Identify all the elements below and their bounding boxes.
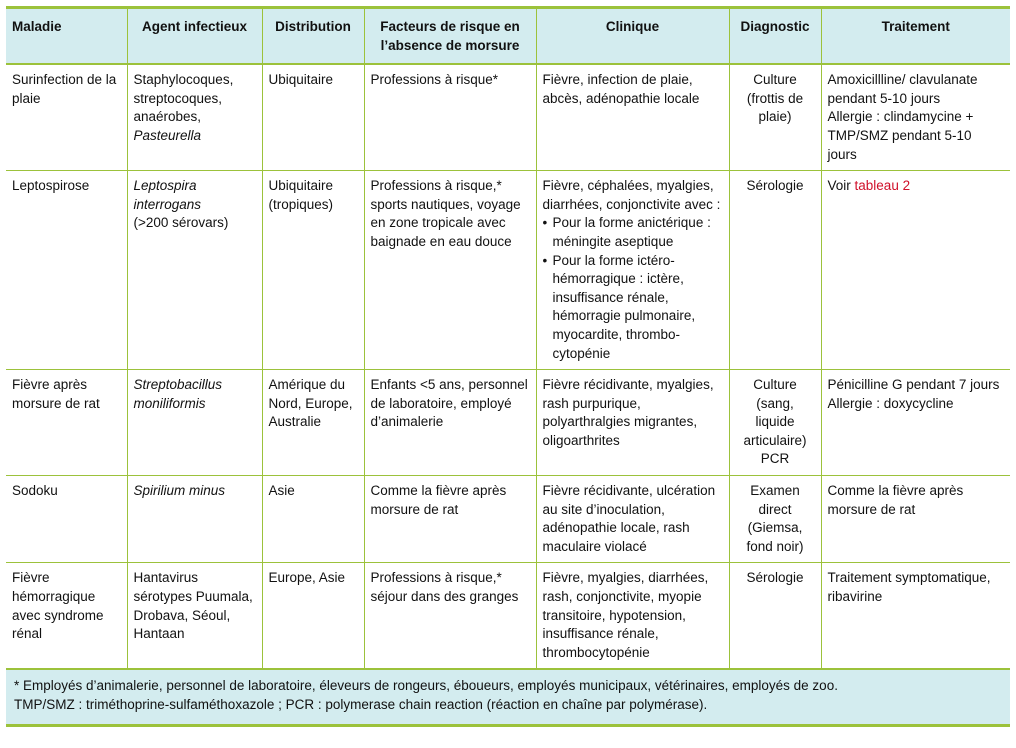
cell-clinique — [536, 171, 729, 370]
footnote-line-2: TMP/SMZ : triméthoprine-sulfaméthoxazole ; PCR : polymerase chain reaction (réaction en chaîne par polymérase). — [14, 697, 708, 713]
cell-diagnostic: Culture (frottis de plaie) — [729, 64, 821, 170]
cell-maladie: Fièvre hémorragique avec syndrome rénal — [6, 563, 127, 669]
col-header-traitement: Traitement — [821, 9, 1010, 64]
traitement-line: Pénicilline G pendant 7 jours — [827, 377, 1000, 393]
cell-maladie: Leptospirose — [6, 171, 127, 370]
cell-agent — [127, 171, 262, 370]
cell-clinique: Fièvre récidivante, ulcération au site d’inoculation, adénopathie locale, rash maculaire violacé — [536, 476, 729, 563]
cell-facteurs: Enfants <5 ans, personnel de laboratoire, employé d’animalerie — [364, 370, 536, 476]
cell-maladie: Surinfection de la plaie — [6, 64, 127, 170]
cell-maladie: Fièvre après morsure de rat — [6, 370, 127, 476]
agent-italic: Pasteurella — [133, 127, 202, 143]
list-item: • Pour la forme anictérique : méningite aseptique — [543, 214, 723, 251]
cell-facteurs: Professions à risque* — [364, 64, 536, 170]
list-item: • Pour la forme ictéro-hémorragique : ictère, insuffisance rénale, hémorragie pulmonaire, myocardite, thrombo-cytopénie — [543, 252, 723, 364]
cell-agent — [127, 64, 262, 170]
table-row — [6, 563, 1010, 669]
cell-clinique: Fièvre, myalgies, diarrhées, rash, conjonctivite, myopie transitoire, hypotension, insuffisance rénale, thrombocytopénie — [536, 563, 729, 669]
col-header-diagnostic: Diagnostic — [729, 9, 821, 64]
cell-clinique: Fièvre, infection de plaie, abcès, adénopathie locale — [536, 64, 729, 170]
cell-clinique: Fièvre récidivante, myalgies, rash purpurique, polyarthralgies migrantes, oligoarthrites — [536, 370, 729, 476]
agent-text: (>200 sérovars) — [133, 215, 229, 231]
cell-facteurs: Professions à risque,* sports nautiques, voyage en zone tropicale avec baignade en eau douce — [364, 171, 536, 370]
zoonoses-table — [6, 9, 1010, 670]
cell-distribution: Ubiquitaire (tropiques) — [262, 171, 364, 370]
table-row — [6, 476, 1010, 563]
cell-traitement — [821, 171, 1010, 370]
cell-facteurs: Professions à risque,* séjour dans des granges — [364, 563, 536, 669]
cell-traitement: Traitement symptomatique, ribavirine — [821, 563, 1010, 669]
clinique-intro: Fièvre, céphalées, myalgies, diarrhées, conjonctivite avec : — [542, 178, 721, 212]
cell-distribution: Ubiquitaire — [262, 64, 364, 170]
col-header-maladie: Maladie — [6, 9, 127, 64]
traitement-allergie: Allergie : doxycycline — [827, 395, 954, 411]
table-row — [6, 370, 1010, 476]
table-row — [6, 171, 1010, 370]
table-footnote — [6, 670, 1010, 727]
agent-italic: Leptospira interrogans — [133, 178, 202, 212]
cell-agent: Hantavirus sérotypes Puumala, Drobava, Séoul, Hantaan — [127, 563, 262, 669]
cell-agent: Spirilium minus — [127, 476, 262, 563]
cell-distribution: Europe, Asie — [262, 563, 364, 669]
cell-diagnostic: Sérologie — [729, 171, 821, 370]
col-header-clinique: Clinique — [536, 9, 729, 64]
footnote-line-1: * Employés d’animalerie, personnel de laboratoire, éleveurs de rongeurs, éboueurs, employés municipaux, vétérinaires, employés de zoo. — [14, 678, 838, 694]
cell-distribution: Amérique du Nord, Europe, Australie — [262, 370, 364, 476]
traitement-allergie: Allergie : clindamycine + TMP/SMZ pendant 5-10 jours — [827, 109, 974, 162]
tableau-2-link[interactable]: tableau 2 — [854, 178, 911, 194]
traitement-prefix: Voir — [827, 178, 851, 194]
cell-diagnostic: Examen direct (Giemsa, fond noir) — [729, 476, 821, 563]
table-row — [6, 64, 1010, 170]
col-header-agent: Agent infectieux — [127, 9, 262, 64]
cell-traitement: Comme la fièvre après morsure de rat — [821, 476, 1010, 563]
cell-traitement — [821, 64, 1010, 170]
cell-distribution: Asie — [262, 476, 364, 563]
cell-traitement — [821, 370, 1010, 476]
cell-diagnostic: Culture (sang, liquide articulaire) PCR — [729, 370, 821, 476]
cell-diagnostic: Sérologie — [729, 563, 821, 669]
traitement-line: Amoxicillline/ clavulanate pendant 5-10 jours — [827, 72, 978, 106]
header-row — [6, 9, 1010, 64]
clinique-list — [543, 214, 723, 363]
cell-facteurs: Comme la fièvre après morsure de rat — [364, 476, 536, 563]
zoonoses-table-frame — [6, 6, 1010, 727]
agent-text: Staphylocoques, streptocoques, anaérobes, — [133, 72, 234, 125]
cell-maladie: Sodoku — [6, 476, 127, 563]
col-header-distribution: Distribution — [262, 9, 364, 64]
col-header-facteurs: Facteurs de risque en l’absence de morsure — [364, 9, 536, 64]
cell-agent: Streptobacillus moniliformis — [127, 370, 262, 476]
